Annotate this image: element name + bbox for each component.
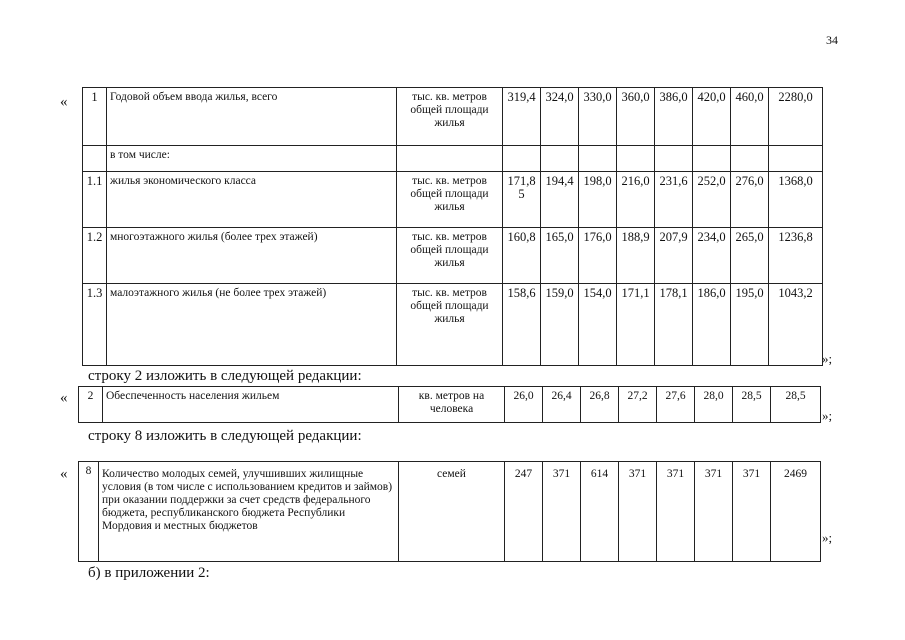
value-cell: 371 (619, 462, 657, 562)
value-cell: 154,0 (579, 284, 617, 366)
value-cell: 2280,0 (769, 88, 823, 146)
value-cell: 371 (733, 462, 771, 562)
table-row (83, 88, 823, 146)
value-cell: 324,0 (541, 88, 579, 146)
caption-row8: строку 8 изложить в следующей редакции: (88, 428, 362, 444)
value-cell: 216,0 (617, 172, 655, 228)
row-number: 1.2 (83, 228, 107, 284)
value-cell: 195,0 (731, 284, 769, 366)
value-cell: 1368,0 (769, 172, 823, 228)
closing-quote: »; (822, 530, 833, 545)
value-cell: 27,2 (619, 387, 657, 423)
value-cell: 176,0 (579, 228, 617, 284)
value-cell: 188,9 (617, 228, 655, 284)
row-name: многоэтажного жилья (более трех этажей) (107, 228, 397, 284)
page-number: 34 (826, 33, 838, 47)
value-cell (769, 146, 823, 172)
value-cell: 371 (657, 462, 695, 562)
value-cell: 247 (505, 462, 543, 562)
value-cell: 198,0 (579, 172, 617, 228)
value-cell: 28,5 (733, 387, 771, 423)
table-housing-input (82, 87, 823, 366)
value-cell: 171,85 (503, 172, 541, 228)
row-name: малоэтажного жилья (не более трех этажей) (107, 284, 397, 366)
value-cell: 319,4 (503, 88, 541, 146)
closing-quote: »; (822, 351, 833, 366)
table-row (83, 228, 823, 284)
value-cell: 27,6 (657, 387, 695, 423)
value-cell (655, 146, 693, 172)
value-cell: 158,6 (503, 284, 541, 366)
row-unit: тыс. кв. метров общей площади жилья (397, 88, 503, 146)
row-number: 1.3 (83, 284, 107, 366)
value-cell: 614 (581, 462, 619, 562)
value-cell: 2469 (771, 462, 821, 562)
row-name: жилья экономического класса (107, 172, 397, 228)
value-cell: 171,1 (617, 284, 655, 366)
row-name: Количество молодых семей, улучшивших жилищные условия (в том числе с использованием кредитов и займов) при оказании поддержки за счет средств федерального бюджета, республиканского бюджета Республики Мордовия и местных бюджетов (99, 462, 399, 562)
value-cell (541, 146, 579, 172)
table-row (83, 172, 823, 228)
value-cell: 371 (695, 462, 733, 562)
value-cell: 231,6 (655, 172, 693, 228)
open-quote: « (60, 94, 68, 110)
value-cell: 160,8 (503, 228, 541, 284)
row-unit: тыс. кв. метров общей площади жилья (397, 284, 503, 366)
value-cell (731, 146, 769, 172)
table-row (83, 284, 823, 366)
row-name: Обеспеченность населения жильем (103, 387, 399, 423)
value-cell: 165,0 (541, 228, 579, 284)
value-cell: 1236,8 (769, 228, 823, 284)
row-number: 1 (83, 88, 107, 146)
table-row (79, 462, 821, 562)
value-cell: 186,0 (693, 284, 731, 366)
row-unit: тыс. кв. метров общей площади жилья (397, 172, 503, 228)
value-cell: 460,0 (731, 88, 769, 146)
value-cell: 252,0 (693, 172, 731, 228)
caption-row2: строку 2 изложить в следующей редакции: (88, 368, 362, 384)
open-quote: « (60, 466, 68, 482)
value-cell: 28,0 (695, 387, 733, 423)
value-cell (579, 146, 617, 172)
value-cell: 371 (543, 462, 581, 562)
value-cell: 178,1 (655, 284, 693, 366)
row-number: 2 (79, 387, 103, 423)
value-cell: 265,0 (731, 228, 769, 284)
value-cell (503, 146, 541, 172)
value-cell (617, 146, 655, 172)
table-row (79, 387, 821, 423)
closing-quote: »; (822, 408, 833, 423)
row-unit: кв. метров на человека (399, 387, 505, 423)
footer-text: б) в приложении 2: (88, 565, 210, 581)
value-cell: 276,0 (731, 172, 769, 228)
value-cell: 194,4 (541, 172, 579, 228)
row-unit: тыс. кв. метров общей площади жилья (397, 228, 503, 284)
table-housing-provision (78, 386, 821, 423)
table-young-families (78, 461, 821, 562)
row-unit (397, 146, 503, 172)
row-number (83, 146, 107, 172)
open-quote: « (60, 390, 68, 406)
value-cell: 28,5 (771, 387, 821, 423)
value-cell: 360,0 (617, 88, 655, 146)
row-number: 8 (79, 462, 99, 562)
row-number: 1.1 (83, 172, 107, 228)
value-cell (693, 146, 731, 172)
table-row (83, 146, 823, 172)
value-cell: 159,0 (541, 284, 579, 366)
value-cell: 1043,2 (769, 284, 823, 366)
value-cell: 386,0 (655, 88, 693, 146)
value-cell: 26,8 (581, 387, 619, 423)
row-name: в том числе: (107, 146, 397, 172)
value-cell: 26,0 (505, 387, 543, 423)
row-name: Годовой объем ввода жилья, всего (107, 88, 397, 146)
value-cell: 26,4 (543, 387, 581, 423)
value-cell: 420,0 (693, 88, 731, 146)
value-cell: 330,0 (579, 88, 617, 146)
value-cell: 207,9 (655, 228, 693, 284)
row-unit: семей (399, 462, 505, 562)
value-cell: 234,0 (693, 228, 731, 284)
